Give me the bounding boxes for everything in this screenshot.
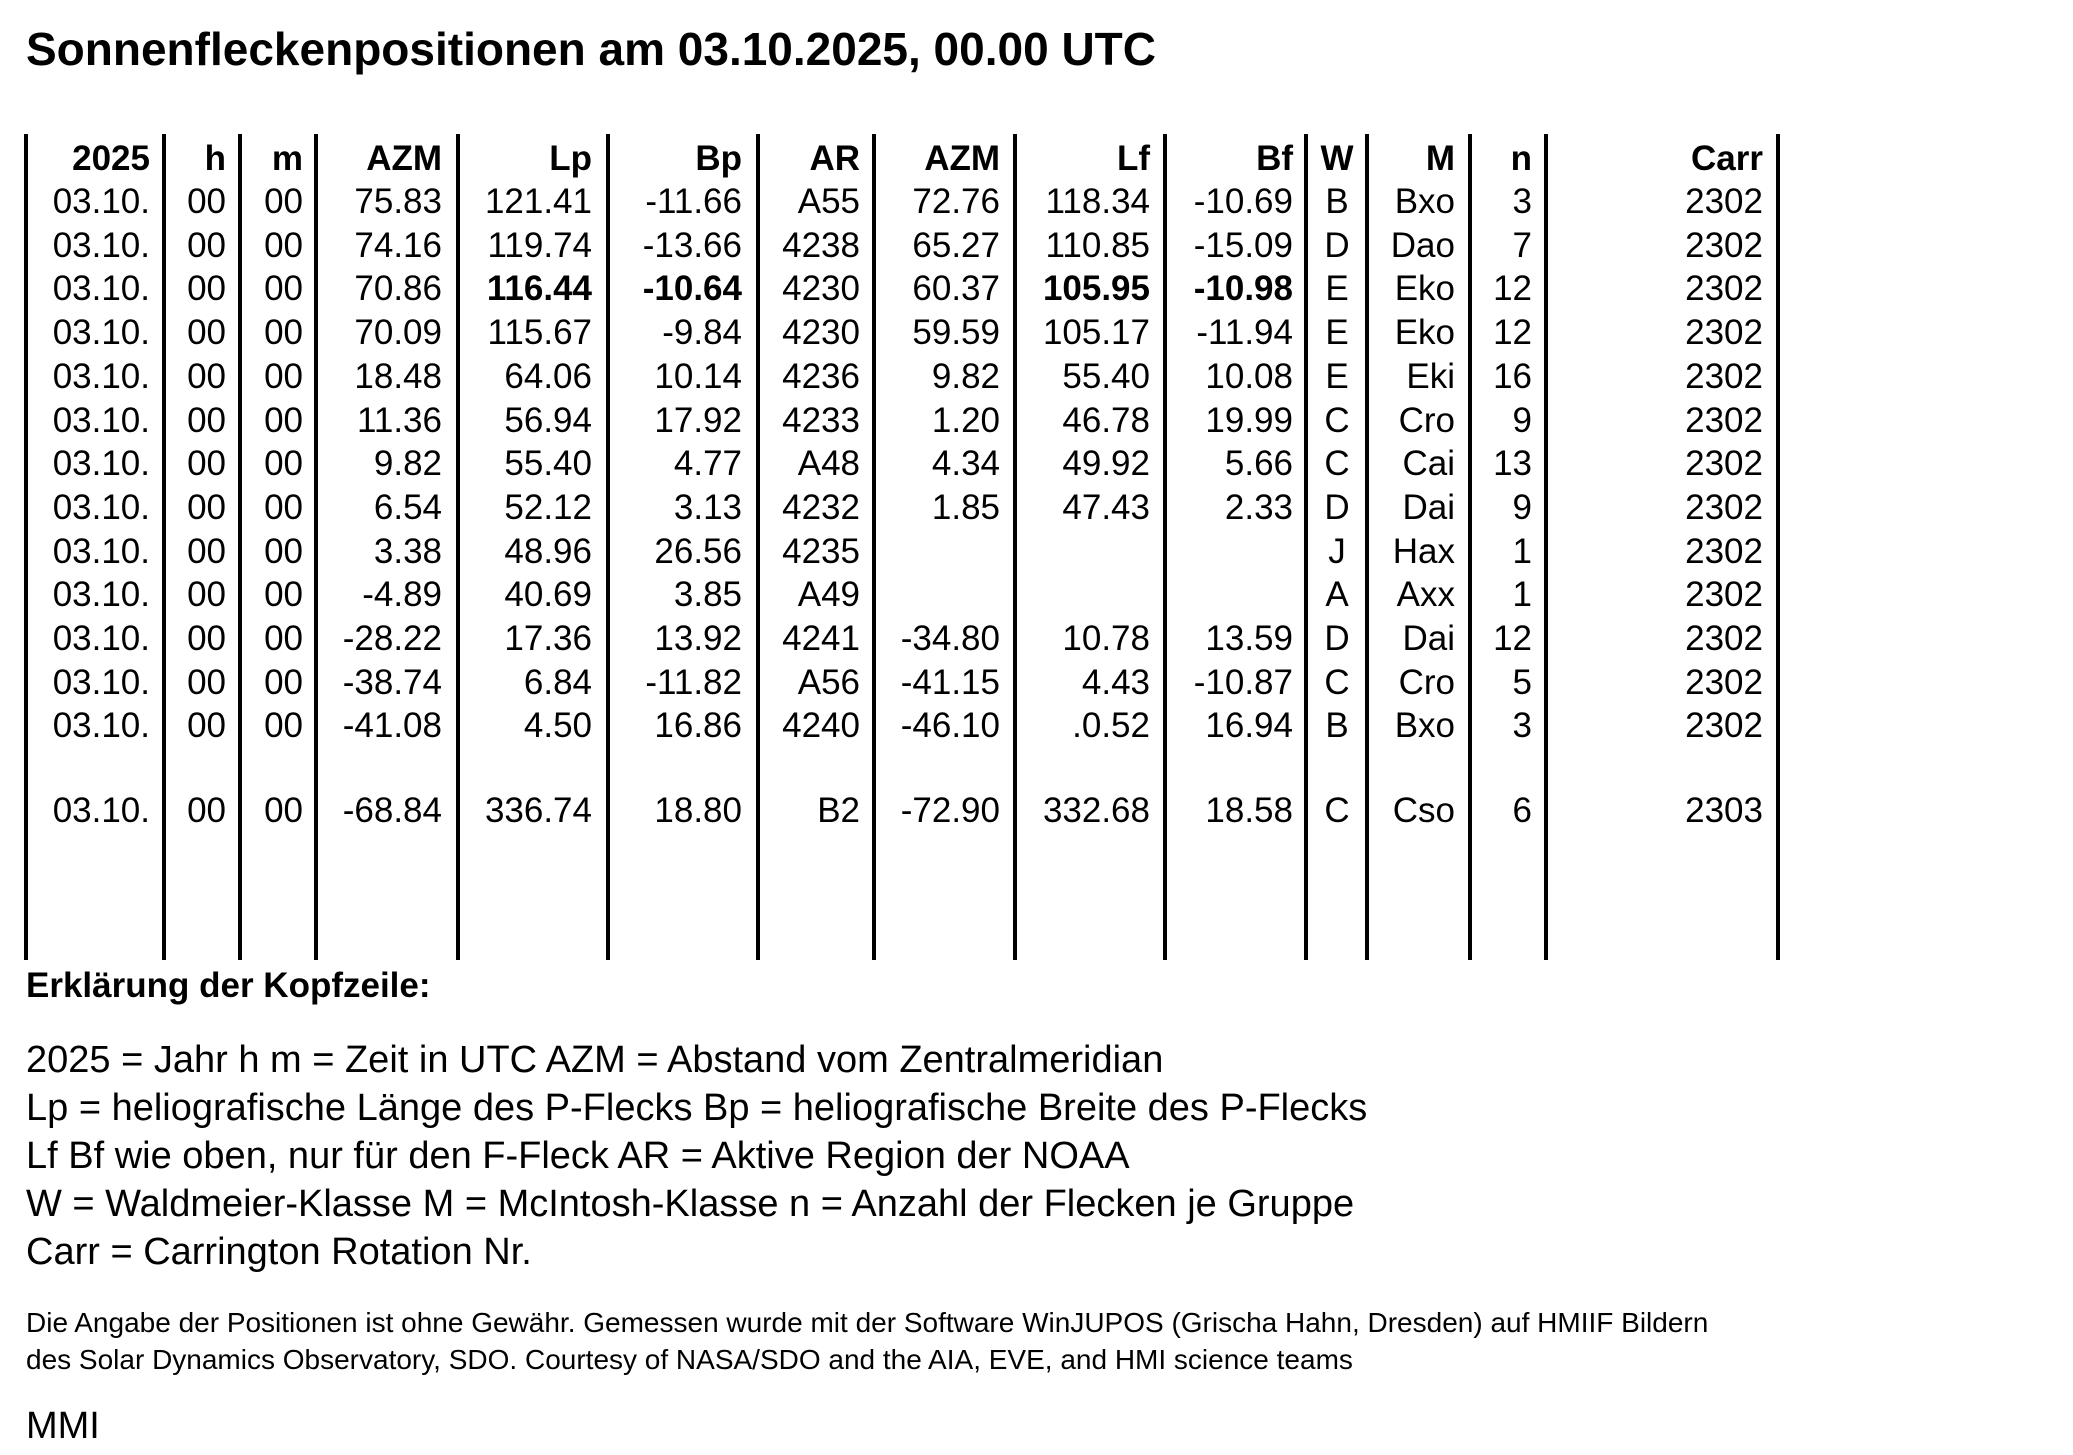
table-cell: 3.85 [673,575,742,615]
table-cell: 00 [187,531,226,571]
table-cell: -72.90 [900,791,1000,830]
table-cell: 9 [1512,487,1532,527]
table-cell: 03.10. [52,444,150,484]
table-cell [1019,532,1150,572]
table-cell: Cro [1398,400,1455,440]
table-cell: 40.69 [504,575,592,615]
table-cell: 2302 [1685,400,1763,440]
table-cell: 2302 [1685,531,1763,571]
column-header: n [1510,139,1532,178]
column-divider [1163,134,1167,960]
table-cell: 13.59 [1205,619,1293,658]
table-cell: 72.76 [912,182,1000,221]
table-cell: -34.80 [900,619,1000,658]
table-cell: 4.43 [1081,662,1150,702]
table-cell: J [1328,531,1346,571]
table-cell: 18.80 [654,791,742,830]
table-cell: 10.14 [654,356,742,396]
table-cell: Eko [1394,269,1455,309]
page-title: Sonnenfleckenpositionen am 03.10.2025, 00.00 UTC [26,23,1156,75]
column-divider [1544,134,1548,960]
table-cell: D [1324,619,1350,658]
table-cell: 03.10. [52,706,150,746]
table-cell: 116.44 [486,269,592,309]
table-cell: 4235 [782,531,860,571]
column-header: 2025 [72,139,150,178]
table-cell: 18.48 [354,356,442,396]
table-cell: 03.10. [52,619,150,658]
table-cell: 9 [1512,400,1532,440]
legend-title: Erklärung der Kopfzeile: [26,966,431,1005]
table-cell [878,532,1000,572]
table-cell: 1.20 [931,400,1000,440]
table-cell: 48.96 [504,531,592,571]
table-cell: A [1325,575,1349,615]
disclaimer-note [26,1304,1708,1378]
table-cell: A56 [797,662,860,702]
table-cell: 2303 [1685,791,1763,830]
table-cell: 4.77 [673,444,742,484]
table-cell: 119.74 [487,225,592,265]
column-header: Carr [1691,139,1763,178]
column-header: M [1425,139,1455,178]
table-cell: 9.82 [931,356,1000,396]
table-cell: Dai [1402,619,1455,658]
table-cell: 4240 [782,706,860,746]
column-divider [162,134,166,960]
table-cell: 2302 [1685,662,1763,702]
table-cell: C [1324,662,1350,702]
column-header: AZM [924,139,1000,178]
table-cell: C [1324,444,1350,484]
table-cell: 12 [1493,619,1532,658]
table-cell: 00 [264,531,303,571]
table-cell: 2302 [1685,706,1763,746]
table-cell: 00 [187,575,226,615]
table-cell: 00 [187,791,226,830]
column-divider [24,134,28,960]
table-cell: 17.36 [504,619,592,658]
table-cell: 3 [1512,706,1532,746]
table-cell: 16.86 [654,706,742,746]
legend-line: 2025 = Jahr h m = Zeit in UTC AZM = Abstand vom Zentralmeridian [26,1039,1164,1081]
column-header: Bf [1256,139,1293,178]
table-cell: A48 [797,444,860,484]
table-cell: 70.09 [354,313,442,353]
table-cell: 1.85 [931,487,1000,527]
table-cell: 03.10. [52,531,150,571]
table-cell: 00 [264,269,303,309]
table-cell: B [1325,182,1349,221]
table-cell: 2302 [1685,269,1763,309]
table-cell: 5 [1512,662,1532,702]
table-cell: 47.43 [1062,487,1150,527]
table-cell: 03.10. [52,400,150,440]
legend-line: W = Waldmeier-Klasse M = McIntosh-Klasse n = Anzahl der Flecken je Gruppe [26,1183,1355,1225]
column-header: AZM [366,139,442,178]
table-cell: -28.22 [342,619,442,658]
table-cell: 2302 [1685,356,1763,396]
table-cell: 03.10. [52,182,150,221]
table-cell: A55 [797,182,860,221]
table-cell: 56.94 [504,400,592,440]
table-cell: 46.78 [1062,400,1150,440]
table-cell: 03.10. [52,791,150,830]
table-cell: -4.89 [362,575,442,615]
column-divider [456,134,460,960]
table-cell: 70.86 [354,269,442,309]
column-header: W [1320,139,1354,178]
table-cell: 9.82 [373,444,442,484]
table-cell: 105.17 [1042,313,1150,353]
table-cell: -68.84 [342,791,442,830]
table-cell: D [1324,487,1350,527]
table-cell: 6.54 [373,487,442,527]
table-cell: 10.08 [1205,356,1293,396]
table-cell: 03.10. [52,575,150,615]
signature: MMI [26,1405,100,1447]
table-cell: 74.16 [354,225,442,265]
table-cell: 4.34 [931,444,1000,484]
table-cell: 55.40 [1062,356,1150,396]
table-cell: 4241 [782,619,860,658]
table-cell: 00 [264,791,303,830]
table-cell: 4.50 [523,706,592,746]
table-cell: 00 [187,444,226,484]
table-cell [1169,532,1293,572]
table-cell: 336.74 [484,791,592,830]
table-cell: 11.36 [357,400,442,440]
table-cell: 00 [264,225,303,265]
table-cell: 4238 [782,225,860,265]
table-cell: Bxo [1394,182,1455,221]
table-cell: E [1325,356,1349,396]
table-cell: D [1324,225,1350,265]
table-cell [878,575,1000,615]
table-cell: 00 [187,182,226,221]
table-cell: -9.84 [662,313,742,353]
table-cell: E [1325,269,1349,309]
table-cell: 65.27 [912,225,1000,265]
table-cell: 105.95 [1042,269,1150,309]
table-cell: 2302 [1685,487,1763,527]
table-cell: A49 [797,575,860,615]
table-cell: 00 [187,400,226,440]
table-cell: 03.10. [52,313,150,353]
table-cell [1169,575,1293,615]
table-cell: 00 [187,487,226,527]
legend-line: Lp = heliografische Länge des P-Flecks Bp = heliografische Breite des P-Flecks [26,1087,1368,1129]
table-cell: Cro [1398,662,1455,702]
column-divider [756,134,760,960]
table-cell: 00 [264,487,303,527]
table-cell: 4230 [782,313,860,353]
table-cell: 00 [187,662,226,702]
table-cell: Cso [1392,791,1455,830]
table-cell: 60.37 [912,269,1000,309]
table-cell: 26.56 [654,531,742,571]
table-cell: 2.33 [1224,487,1293,527]
table-cell: 00 [187,269,226,309]
table-cell: -10.87 [1193,662,1293,702]
table-cell: 00 [264,575,303,615]
table-cell: 59.59 [912,313,1000,353]
table-cell: -10.98 [1193,269,1293,309]
table-cell: 6 [1512,791,1532,830]
column-divider [314,134,318,960]
table-cell: E [1325,313,1349,353]
column-header: Lf [1116,139,1150,178]
table-cell: 332.68 [1042,791,1150,830]
table-cell: 00 [264,619,303,658]
table-cell: B [1325,706,1349,746]
table-cell: 13.92 [654,619,742,658]
table-cell: 00 [187,619,226,658]
table-cell: C [1324,791,1350,830]
table-cell: 2302 [1685,619,1763,658]
table-cell: -41.08 [342,706,442,746]
table-cell: Dai [1402,487,1455,527]
table-cell: -10.69 [1193,182,1293,221]
table-cell: 7 [1512,225,1532,265]
legend-line: Lf Bf wie oben, nur für den F-Fleck AR = Aktive Region der NOAA [26,1135,1130,1177]
table-cell: 110.85 [1045,225,1150,265]
table-cell: Eko [1394,313,1455,353]
note-line: des Solar Dynamics Observatory, SDO. Courtesy of NASA/SDO and the AIA, EVE, and HMI science teams [26,1344,1353,1375]
table-cell: 13 [1493,444,1532,484]
column-header: m [271,139,303,178]
table-cell: -38.74 [342,662,442,702]
table-cell: 4236 [782,356,860,396]
table-cell: Hax [1392,531,1455,571]
table-cell: 00 [264,662,303,702]
table-cell: 6.84 [523,662,592,702]
note-line: Die Angabe der Positionen ist ohne Gewähr. Gemessen wurde mit der Software WinJUPOS (Grischa Hahn, Dresden) auf HMIIF Bildern [26,1307,1709,1338]
table-cell: -46.10 [900,706,1000,746]
column-header: Bp [695,139,742,178]
table-cell: 12 [1493,313,1532,353]
column-header: Lp [549,139,592,178]
table-cell: -13.66 [642,225,742,265]
column-divider [606,134,610,960]
table-cell: 4233 [782,400,860,440]
table-cell: 2302 [1685,575,1763,615]
table-cell: 121.41 [484,182,592,221]
table-cell: 00 [264,182,303,221]
table-cell: 2302 [1685,313,1763,353]
column-divider [1365,134,1369,960]
table-cell: 10.78 [1062,619,1150,658]
table-cell: B2 [817,791,860,830]
table-cell: 52.12 [504,487,592,527]
table-cell: 03.10. [52,487,150,527]
column-header: AR [809,139,860,178]
column-divider [1013,134,1017,960]
table-cell: 00 [187,706,226,746]
table-cell: 00 [187,225,226,265]
table-cell: 19.99 [1205,400,1293,440]
table-cell: Axx [1396,575,1455,615]
table-cell: 00 [187,356,226,396]
table-cell: Cai [1402,444,1455,484]
table-cell: 2302 [1685,182,1763,221]
legend [26,1036,1367,1276]
table-cell: -41.15 [900,662,1000,702]
table-cell: 00 [264,706,303,746]
table-cell: -10.64 [642,269,742,309]
table-cell: -11.82 [645,662,742,702]
table-cell: 03.10. [52,356,150,396]
table-cell: Bxo [1394,706,1455,746]
table-cell: Eki [1406,356,1455,396]
table-cell: 49.92 [1062,444,1150,484]
table-cell: 17.92 [654,400,742,440]
table-cell: -11.94 [1196,313,1293,353]
table-cell: 3 [1512,182,1532,221]
table-cell: -15.09 [1193,225,1293,265]
table-cell: 64.06 [504,356,592,396]
table-cell: .0.52 [1072,706,1150,746]
table-cell: 18.58 [1205,791,1293,830]
table-cell: 00 [264,356,303,396]
column-divider [1468,134,1472,960]
table-cell: 03.10. [52,269,150,309]
column-divider [238,134,242,960]
table-cell: 5.66 [1224,444,1293,484]
table-cell: 75.83 [354,182,442,221]
table-cell: 03.10. [52,662,150,702]
table-cell: 118.34 [1045,182,1150,221]
table-cell [1019,575,1150,615]
column-divider [872,134,876,960]
table-cell: 2302 [1685,225,1763,265]
table-cell: 55.40 [504,444,592,484]
table-cell: 3.13 [673,487,742,527]
table-cell: -11.66 [645,182,742,221]
table-cell: 4232 [782,487,860,527]
table-cell: 2302 [1685,444,1763,484]
table-cell: 00 [264,444,303,484]
table-cell: 00 [187,313,226,353]
table-cell: 1 [1512,575,1532,615]
table-cell: 00 [264,400,303,440]
column-header: h [204,139,226,178]
table-cell: Dao [1390,225,1455,265]
table-cell: 03.10. [52,225,150,265]
table-cell: 1 [1512,531,1532,571]
table-cell: 16.94 [1205,706,1293,746]
table-cell: 16 [1493,356,1532,396]
table-cell: 115.67 [487,313,592,353]
legend-line: Carr = Carrington Rotation Nr. [26,1231,532,1273]
table-cell: 12 [1493,269,1532,309]
column-divider [1776,134,1780,960]
table-cell: 3.38 [373,531,442,571]
table-cell: 00 [264,313,303,353]
table-cell: C [1324,400,1350,440]
table-cell: 4230 [782,269,860,309]
column-divider [1304,134,1308,960]
